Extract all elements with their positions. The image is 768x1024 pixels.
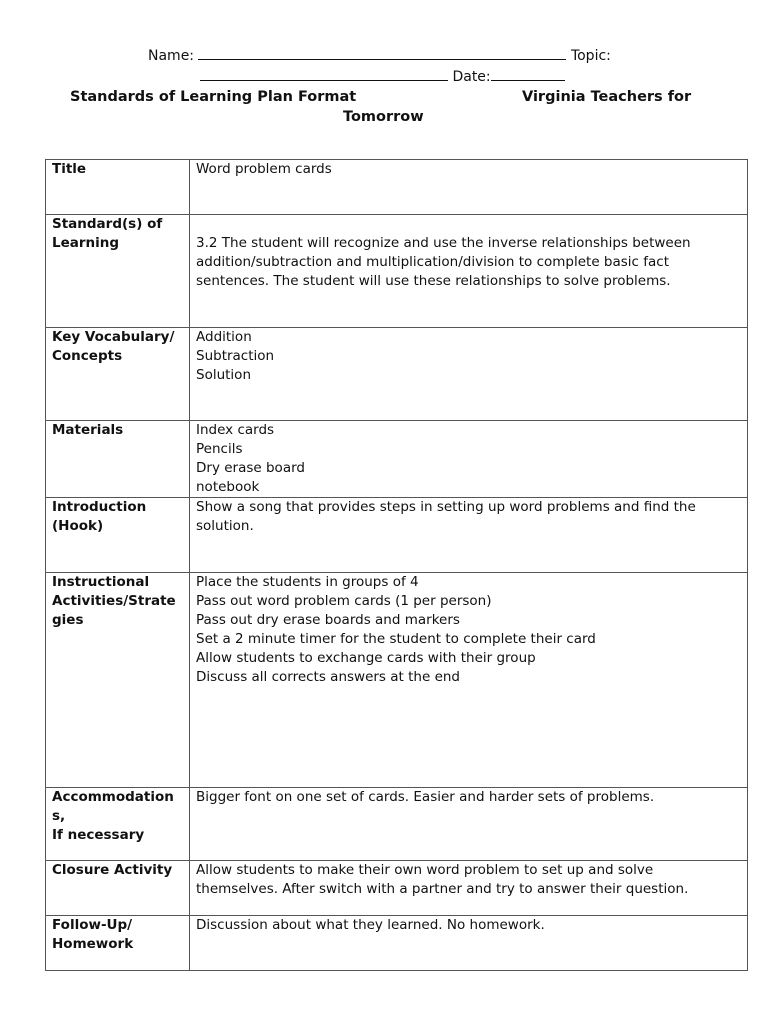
row-content: Word problem cards xyxy=(190,160,748,215)
row-content: Index cards Pencils Dry erase board notebook xyxy=(190,421,748,498)
row-label: Title xyxy=(46,160,190,215)
lesson-plan-table xyxy=(45,159,748,971)
row-label: Closure Activity xyxy=(46,861,190,916)
row-introduction xyxy=(46,498,748,573)
topic-label: Topic: xyxy=(570,48,611,64)
name-label: Name: xyxy=(148,48,195,64)
row-content: Show a song that provides steps in setting up word problems and find the solution. xyxy=(190,498,748,573)
row-content: Addition Subtraction Solution xyxy=(190,328,748,421)
row-follow-up xyxy=(46,916,748,971)
row-content: Discussion about what they learned. No homework. xyxy=(190,916,748,971)
row-label: Materials xyxy=(46,421,190,498)
row-content: Place the students in groups of 4 Pass out word problem cards (1 per person) Pass out dry erase boards and markers Set a 2 minute timer for the student to complete their card Allow students to exchange cards with their group Discuss all corrects answers at the end xyxy=(190,573,748,788)
row-content: 3.2 The student will recognize and use the inverse relationships between addition/subtraction and multiplication/division to complete basic fact sentences. The student will use these relationships to solve problems. xyxy=(190,215,748,328)
row-label: Accommodation s, If necessary xyxy=(46,788,190,861)
name-topic-line xyxy=(148,47,611,64)
row-accommodations xyxy=(46,788,748,861)
topic-field[interactable] xyxy=(200,68,448,81)
date-label: Date: xyxy=(452,69,491,85)
plan-title: Standards of Learning Plan Format xyxy=(70,89,357,105)
org-title-line1: Virginia Teachers for xyxy=(522,89,692,105)
row-instructional-activities xyxy=(46,573,748,788)
date-field[interactable] xyxy=(491,68,565,81)
row-label: Standard(s) of Learning xyxy=(46,215,190,328)
row-closure-activity xyxy=(46,861,748,916)
name-field[interactable] xyxy=(198,47,566,60)
row-content: Allow students to make their own word problem to set up and solve themselves. After switch with a partner and try to answer their question. xyxy=(190,861,748,916)
row-title xyxy=(46,160,748,215)
row-content: Bigger font on one set of cards. Easier and harder sets of problems. xyxy=(190,788,748,861)
date-line xyxy=(200,68,565,85)
org-title-line2: Tomorrow xyxy=(343,109,424,125)
row-label: Introduction (Hook) xyxy=(46,498,190,573)
row-vocabulary xyxy=(46,328,748,421)
row-standards xyxy=(46,215,748,328)
row-materials xyxy=(46,421,748,498)
row-label: Key Vocabulary/ Concepts xyxy=(46,328,190,421)
row-label: Instructional Activities/Strate gies xyxy=(46,573,190,788)
row-label: Follow-Up/ Homework xyxy=(46,916,190,971)
